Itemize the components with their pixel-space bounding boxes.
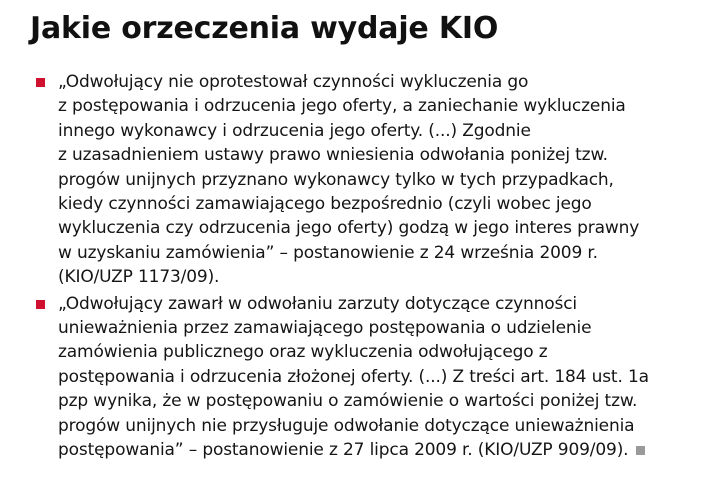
text-line: (KIO/UZP 1173/09). [58,267,220,288]
page-title: Jakie orzeczenia wydaje KIO [30,11,499,46]
text-line: unieważnienia przez zamawiającego postępowania o udzielenie [58,318,592,339]
text-line: „Odwołujący zawarł w odwołaniu zarzuty dotyczące czynności [58,293,578,314]
text-line: z uzasadnieniem ustawy prawo wniesienia odwołania poniżej tzw. [58,145,608,166]
list-item [34,292,714,463]
quote-list [34,70,714,465]
text-line: „Odwołujący nie oprotestował czynności wykluczenia go [58,72,529,92]
text-line: zamówienia publicznego oraz wykluczenia odwołującego z [58,342,548,363]
bullet-square-icon [36,300,45,309]
text-line: pzp wynika, że w postępowaniu o zamówienie o wartości poniżej tzw. [58,391,638,412]
text-line: progów unijnych przyznano wykonawcy tylko w tych przypadkach, [58,169,614,190]
text-line-content: postępowania” – postanowienie z 27 lipca 2009 r. (KIO/UZP 909/09). [58,440,629,461]
text-line: progów unijnych nie przysługuje odwołanie dotyczące unieważnienia [58,415,635,436]
text-line: wykluczenia czy odrzucenia jego oferty) godzą w jego interes prawny [58,218,640,239]
bullet-square-icon [36,78,45,87]
end-mark-square-icon [636,446,645,455]
text-line: w uzyskaniu zamówienia” – postanowienie z 24 września 2009 r. [58,242,598,263]
text-line: z postępowania i odrzucenia jego oferty, a zaniechanie wykluczenia [58,96,626,117]
text-line: kiedy czynności zamawiającego bezpośrednio (czyli wobec jego [58,194,592,215]
list-item [34,70,714,290]
last-text-line [58,438,714,462]
text-line: innego wykonawcy i odrzucenia jego oferty. (...) Zgodnie [58,120,531,141]
text-line: postępowania i odrzucenia złożonej oferty. (...) Z treści art. 184 ust. 1a [58,366,649,387]
